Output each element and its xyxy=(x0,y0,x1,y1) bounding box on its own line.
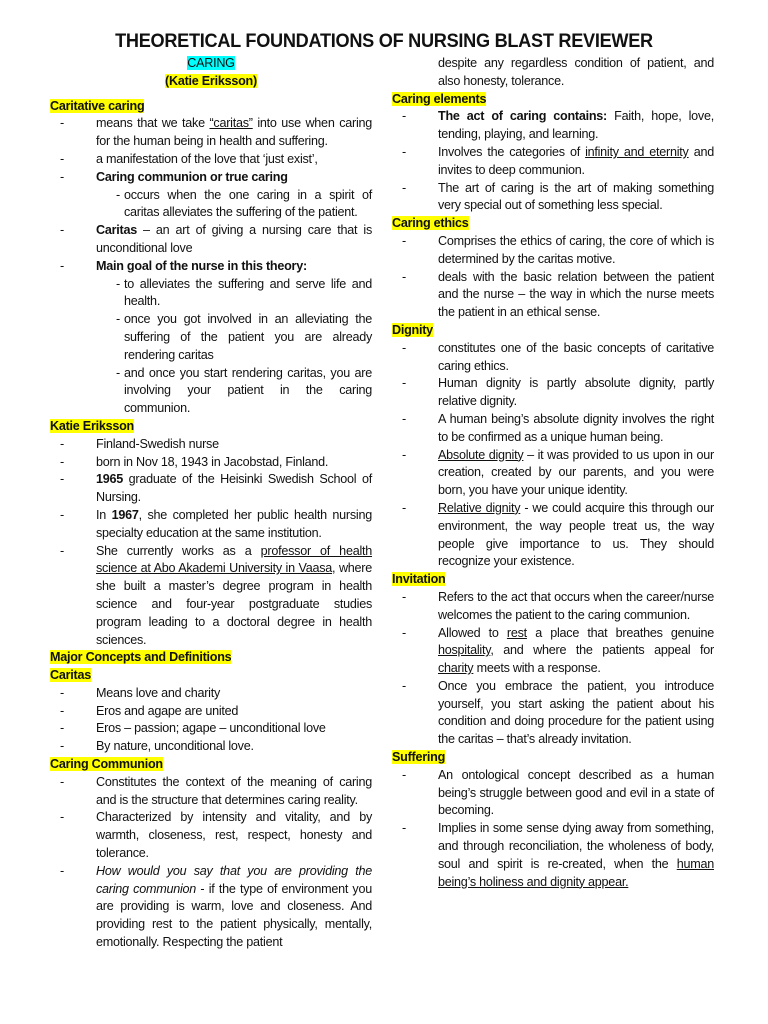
list-item: - How would you say that you are providing the caring communion - if the type of environment you are providing is warm, love and closeness. And providing rest to the patient physically, mentally, emotionally. Respecting the patient xyxy=(96,863,372,952)
page-title: THEORETICAL FOUNDATIONS OF NURSING BLAST REVIEWER xyxy=(115,30,653,52)
list-item: - Relative dignity - we could acquire this through our environment, the way people treat us, the way people give importance to us. They should recognize your existence. xyxy=(438,500,714,571)
list-item: - Absolute dignity – it was provided to us upon in our creation, created by our parents, and you were born, you have your unique identity. xyxy=(438,447,714,500)
invitation-list xyxy=(392,589,714,749)
list-item: - A human being’s absolute dignity involves the right to be confirmed as a unique human being. xyxy=(438,411,714,447)
list-item: - The act of caring contains: Faith, hope, love, tending, playing, and learning. xyxy=(438,108,714,144)
caring-communion-list xyxy=(50,774,372,952)
list-item: - born in Nov 18, 1943 in Jacobstad, Finland. xyxy=(96,454,372,472)
list-item: - deals with the basic relation between the patient and the nurse – the way in which the nurse meets the patient in an ethical sense. xyxy=(438,269,714,322)
sub-list-item: - once you got involved in an alleviating the suffering of the patient you are already rendering caritas xyxy=(124,311,372,364)
caring-elements-list xyxy=(392,108,714,215)
caritative-caring-list xyxy=(50,115,372,418)
right-column xyxy=(392,55,714,891)
section-heading-dignity: Dignity xyxy=(392,322,433,337)
section-heading-caring-ethics: Caring ethics xyxy=(392,216,469,231)
caring-label: CARING xyxy=(187,56,235,70)
list-item: - 1965 graduate of the Heisinki Swedish School of Nursing. xyxy=(96,471,372,507)
list-item: - Eros – passion; agape – unconditional love xyxy=(96,720,372,738)
sub-list-item: - to alleviates the suffering and serve life and health. xyxy=(124,276,372,312)
list-item: - Allowed to rest a place that breathes genuine hospitality, and where the patients appeal for charity meets with a response. xyxy=(438,625,714,678)
list-item: - Means love and charity xyxy=(96,685,372,703)
continuation-text: despite any regardless condition of patient, and also honesty, tolerance. xyxy=(438,56,714,88)
section-heading-caritas: Caritas xyxy=(50,668,91,683)
dignity-list xyxy=(392,340,714,571)
katie-eriksson-list xyxy=(50,436,372,650)
list-item: - Caritas – an art of giving a nursing care that is unconditional love xyxy=(96,222,372,258)
list-item: - means that we take “caritas” into use when caring for the human being in health and suffering. xyxy=(96,115,372,151)
left-column xyxy=(50,55,372,952)
section-heading-katie-eriksson: Katie Eriksson xyxy=(50,418,134,433)
list-item: - She currently works as a professor of health science at Abo Akademi University in Vaasa, where she built a master’s degree program in health science and four-year postgraduate studies program leading to a doctoral degree in health sciences. xyxy=(96,543,372,650)
list-item: - By nature, unconditional love. xyxy=(96,738,372,756)
list-item: - Refers to the act that occurs when the career/nurse welcomes the patient to the caring communion. xyxy=(438,589,714,625)
list-item: - constitutes one of the basic concepts of caritative caring ethics. xyxy=(438,340,714,376)
list-item: - Comprises the ethics of caring, the core of which is determined by the caritas motive. xyxy=(438,233,714,269)
list-item: - Implies in some sense dying away from something, and through reconciliation, the wholeness of body, soul and spirit is re-created, when the human being’s holiness and dignity appear. xyxy=(438,820,714,891)
list-item: - Characterized by intensity and vitality, and by warmth, closeness, rest, respect, honesty and tolerance. xyxy=(96,809,372,862)
list-item: - The art of caring is the art of making something very special out of something less special. xyxy=(438,180,714,216)
sub-list-item: - and once you start rendering caritas, you are involving your patient in the caring communion. xyxy=(124,365,372,418)
theorist-label: (Katie Eriksson) xyxy=(165,73,257,88)
section-heading-caring-communion: Caring Communion xyxy=(50,757,163,772)
list-item: - Involves the categories of infinity and eternity and invites to deep communion. xyxy=(438,144,714,180)
list-item: - Human dignity is partly absolute dignity, partly relative dignity. xyxy=(438,375,714,411)
suffering-list xyxy=(392,767,714,892)
caring-ethics-list xyxy=(392,233,714,322)
list-item: - Constitutes the context of the meaning of caring and is the structure that determines caring reality. xyxy=(96,774,372,810)
list-item: - An ontological concept described as a human being’s struggle between good and evil in a state of becoming. xyxy=(438,767,714,820)
section-heading-major-concepts: Major Concepts and Definitions xyxy=(50,650,232,665)
list-item: - Once you embrace the patient, you introduce yourself, you start asking the patient about his condition and doing procedure for the patient using the caritas – that’s already invitation. xyxy=(438,678,714,749)
section-heading-caring-elements: Caring elements xyxy=(392,91,487,106)
list-item: - Eros and agape are united xyxy=(96,703,372,721)
sub-list-item: - occurs when the one caring in a spirit of caritas alleviates the suffering of the patient. xyxy=(124,187,372,223)
caritas-list xyxy=(50,685,372,756)
list-item: - Caring communion or true caring - occurs when the one caring in a spirit of caritas alleviates the suffering of the patient. xyxy=(96,169,372,222)
list-item: - Finland-Swedish nurse xyxy=(96,436,372,454)
list-item: - In 1967, she completed her public health nursing specialty education at the same institution. xyxy=(96,507,372,543)
section-heading-invitation: Invitation xyxy=(392,572,446,587)
section-heading-caritative-caring: Caritative caring xyxy=(50,98,145,113)
list-item: - Main goal of the nurse in this theory: - to alleviates the suffering and serve life and health. - once you got involved in an alleviating the suffering of the patient you are already rendering caritas - and once you start rendering caritas, you are involving your patient in the caring communion. xyxy=(96,258,372,418)
list-item: - a manifestation of the love that ‘just exist’, xyxy=(96,151,372,169)
section-heading-suffering: Suffering xyxy=(392,750,446,765)
